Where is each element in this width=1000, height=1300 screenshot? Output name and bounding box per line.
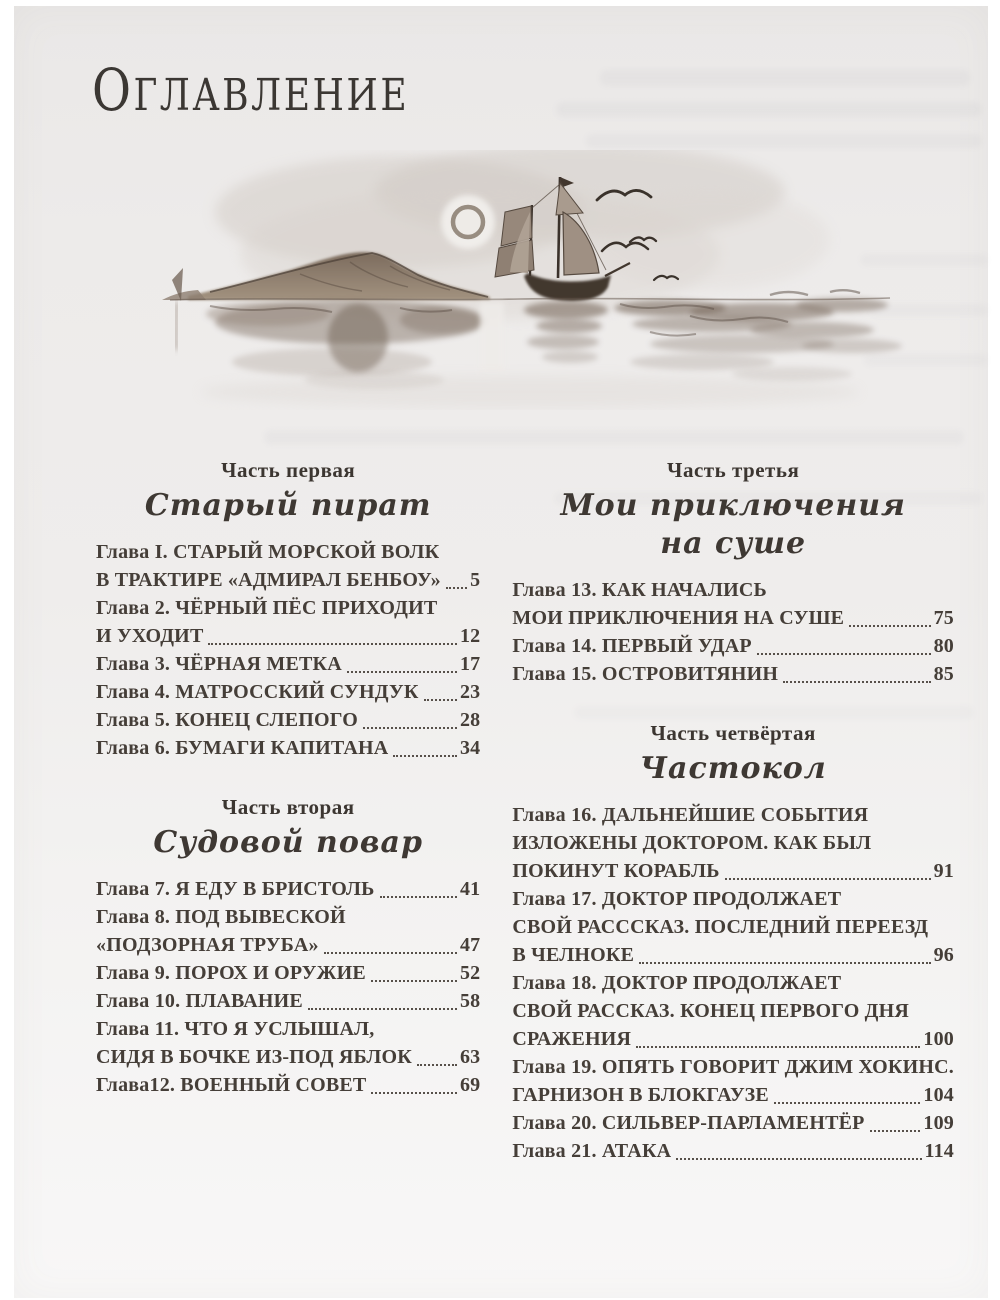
entry-line	[96, 959, 480, 987]
entry-line	[512, 913, 954, 941]
page-number: 96	[933, 944, 954, 966]
entry-text: В ЧЕЛНОКЕ	[512, 944, 635, 966]
part-title-line: Старый пират	[144, 488, 432, 523]
entry-text: ПОКИНУТ КОРАБЛЬ	[512, 860, 720, 882]
entry-text: Глава 4. МАТРОССКИЙ СУНДУК	[96, 681, 419, 703]
toc-entry	[512, 969, 954, 1053]
entry-text: СРАЖЕНИЯ	[512, 1028, 632, 1050]
dot-leader	[636, 1046, 920, 1048]
toc-entry	[96, 959, 480, 987]
entry-text: Глава 9. ПОРОХ И ОРУЖИЕ	[96, 962, 366, 984]
part-label: Часть четвёртая	[650, 721, 816, 745]
dot-leader	[849, 625, 930, 627]
dot-leader	[446, 587, 467, 589]
water-strokes	[170, 290, 902, 408]
entry-line	[96, 903, 480, 931]
page-sheet	[14, 6, 988, 1298]
page-number: 104	[923, 1084, 954, 1106]
toc-entry	[512, 1137, 954, 1165]
bleed-through-band	[556, 102, 982, 117]
entry-line	[96, 538, 480, 566]
entry-text: Глава12. ВОЕННЫЙ СОВЕТ	[96, 1074, 367, 1096]
page-number: 100	[923, 1028, 954, 1050]
entry-line	[512, 1081, 954, 1109]
page-number: 75	[933, 607, 954, 629]
dot-leader	[417, 1064, 457, 1066]
page-number: 34	[459, 737, 481, 759]
toc-entries	[96, 875, 480, 1099]
entry-text: Глава I. СТАРЫЙ МОРСКОЙ ВОЛК	[96, 541, 440, 563]
entry-text: Глава 14. ПЕРВЫЙ УДАР	[512, 635, 752, 657]
toc-entries	[512, 801, 954, 1165]
page-number: 23	[459, 681, 481, 703]
entry-text: Глава 6. БУМАГИ КАПИТАНА	[96, 737, 389, 759]
entry-text: СВОЙ РАСССКАЗ. ПОСЛЕДНИЙ ПЕРЕЕЗД	[512, 916, 929, 938]
toc-entry	[512, 1109, 954, 1137]
entry-text: «ПОДЗОРНАЯ ТРУБА»	[96, 934, 319, 956]
dot-leader	[324, 952, 457, 954]
entry-text: МОИ ПРИКЛЮЧЕНИЯ НА СУШЕ	[512, 607, 845, 629]
page-number: 109	[923, 1112, 954, 1134]
page-number: 58	[459, 990, 481, 1012]
entry-line	[96, 1043, 480, 1071]
toc-section	[96, 792, 480, 1099]
page-number: 12	[459, 625, 481, 647]
entry-line	[96, 566, 480, 594]
bleed-through-band	[264, 430, 964, 445]
page-number: 80	[933, 635, 954, 657]
toc-section	[512, 718, 954, 1165]
toc-entry	[96, 650, 480, 678]
entry-line	[96, 875, 480, 903]
part-label: Часть вторая	[221, 795, 355, 819]
entry-line	[96, 1071, 480, 1099]
toc-entry	[512, 885, 954, 969]
entry-line	[512, 1137, 954, 1165]
part-title-line: Мои приключения	[560, 488, 906, 523]
entry-text: ИЗЛОЖЕНЫ ДОКТОРОМ. КАК БЫЛ	[512, 832, 872, 854]
toc-column-right	[512, 455, 954, 1195]
dot-leader	[639, 962, 930, 964]
page-number: 52	[459, 962, 481, 984]
entry-line	[512, 1109, 954, 1137]
entry-line	[512, 1053, 954, 1081]
entry-line	[96, 706, 480, 734]
toc-entries	[512, 576, 954, 688]
toc-entry	[96, 1071, 480, 1099]
page-number: 114	[924, 1140, 954, 1162]
part-title	[96, 487, 480, 525]
toc-entry	[96, 987, 480, 1015]
entry-text: Глава 7. Я ЕДУ В БРИСТОЛЬ	[96, 878, 375, 900]
toc-entry	[96, 903, 480, 959]
toc	[96, 455, 954, 1195]
page-title-rest: ГЛАВЛЕНИЕ	[133, 70, 410, 121]
entry-text: Глава 8. ПОД ВЫВЕСКОЙ	[96, 906, 346, 928]
toc-column-left	[96, 455, 480, 1195]
entry-text: Глава 5. КОНЕЦ СЛЕПОГО	[96, 709, 358, 731]
entry-text: Глава 2. ЧЁРНЫЙ ПЁС ПРИХОДИТ	[96, 597, 438, 619]
entry-text: Глава 20. СИЛЬВЕР-ПАРЛАМЕНТЁР	[512, 1112, 865, 1134]
page-number: 47	[459, 934, 481, 956]
entry-text: Глава 11. ЧТО Я УСЛЫШАЛ,	[96, 1018, 375, 1040]
dot-leader	[424, 699, 457, 701]
toc-entry	[512, 632, 954, 660]
toc-entry	[96, 706, 480, 734]
entry-text: Глава 13. КАК НАЧАЛИСЬ	[512, 579, 767, 601]
entry-text: СВОЙ РАССКАЗ. КОНЕЦ ПЕРВОГО ДНЯ	[512, 1000, 910, 1022]
dot-leader	[757, 653, 931, 655]
dot-leader	[208, 643, 456, 645]
entry-line	[512, 857, 954, 885]
entry-text: В ТРАКТИРЕ «АДМИРАЛ БЕНБОУ»	[96, 569, 441, 591]
dot-leader	[725, 878, 931, 880]
part-label: Часть первая	[221, 458, 356, 482]
part-title-line: Частокол	[639, 751, 827, 786]
entry-line	[512, 801, 954, 829]
entry-text: Глава 21. АТАКА	[512, 1140, 672, 1162]
entry-line	[512, 885, 954, 913]
entry-text: ГАРНИЗОН В БЛОКГАУЗЕ	[512, 1084, 769, 1106]
page-number: 28	[459, 709, 481, 731]
part-title	[96, 824, 480, 862]
entry-text: Глава 10. ПЛАВАНИЕ	[96, 990, 303, 1012]
entry-line	[96, 594, 480, 622]
toc-section	[96, 455, 480, 762]
entry-line	[96, 650, 480, 678]
entry-line	[96, 734, 480, 762]
page-number: 69	[459, 1074, 481, 1096]
toc-entry	[96, 678, 480, 706]
toc-entry	[96, 538, 480, 594]
toc-section	[512, 455, 954, 688]
dot-leader	[393, 755, 457, 757]
toc-entry	[96, 594, 480, 650]
page-number: 5	[470, 569, 481, 591]
entry-line	[512, 604, 954, 632]
part-label: Часть третья	[667, 458, 800, 482]
dot-leader	[870, 1130, 921, 1132]
page-title	[92, 56, 409, 124]
toc-entry	[96, 1015, 480, 1071]
sun-glyph	[441, 195, 495, 249]
entry-text: Глава 18. ДОКТОР ПРОДОЛЖАЕТ	[512, 972, 842, 994]
entry-text: Глава 19. ОПЯТЬ ГОВОРИТ ДЖИМ ХОКИНС.	[512, 1056, 954, 1078]
page-title-initial: О	[92, 56, 134, 124]
entry-line	[96, 931, 480, 959]
toc-entry	[96, 875, 480, 903]
sailboat-shape	[172, 268, 183, 350]
entry-line	[512, 1025, 954, 1053]
page-number: 17	[459, 653, 481, 675]
toc-entry	[512, 660, 954, 688]
toc-entries	[96, 538, 480, 762]
toc-entry	[96, 734, 480, 762]
bleed-through-band	[586, 134, 982, 148]
entry-text: Глава 16. ДАЛЬНЕЙШИЕ СОБЫТИЯ	[512, 804, 869, 826]
part-title-line: на суше	[660, 526, 807, 561]
toc-entry	[512, 576, 954, 632]
entry-line	[512, 576, 954, 604]
toc-entry	[512, 801, 954, 885]
entry-line	[512, 941, 954, 969]
entry-line	[96, 987, 480, 1015]
entry-line	[96, 622, 480, 650]
entry-line	[512, 969, 954, 997]
dot-leader	[676, 1158, 921, 1160]
dot-leader	[371, 1092, 457, 1094]
dot-leader	[380, 896, 457, 898]
page-number: 85	[933, 663, 954, 685]
entry-text: Глава 17. ДОКТОР ПРОДОЛЖАЕТ	[512, 888, 842, 910]
part-title	[512, 750, 954, 788]
dot-leader	[308, 1008, 457, 1010]
dot-leader	[363, 727, 457, 729]
entry-line	[512, 632, 954, 660]
bleed-through-band	[600, 70, 970, 86]
entry-line	[512, 997, 954, 1025]
entry-line	[96, 678, 480, 706]
entry-text: СИДЯ В БОЧКЕ ИЗ-ПОД ЯБЛОК	[96, 1046, 412, 1068]
dot-leader	[347, 671, 457, 673]
entry-text: Глава 3. ЧЁРНАЯ МЕТКА	[96, 653, 342, 675]
entry-line	[512, 829, 954, 857]
entry-text: Глава 15. ОСТРОВИТЯНИН	[512, 663, 779, 685]
toc-entry	[512, 1053, 954, 1109]
part-title	[512, 487, 954, 563]
page-number: 63	[459, 1046, 481, 1068]
page-number: 91	[933, 860, 954, 882]
toc-illustration	[150, 150, 910, 410]
entry-line	[96, 1015, 480, 1043]
entry-line	[512, 660, 954, 688]
part-title-line: Судовой повар	[153, 825, 423, 860]
entry-text: И УХОДИТ	[96, 625, 204, 647]
dot-leader	[783, 681, 931, 683]
dot-leader	[371, 980, 457, 982]
page-number: 41	[459, 878, 481, 900]
dot-leader	[774, 1102, 920, 1104]
